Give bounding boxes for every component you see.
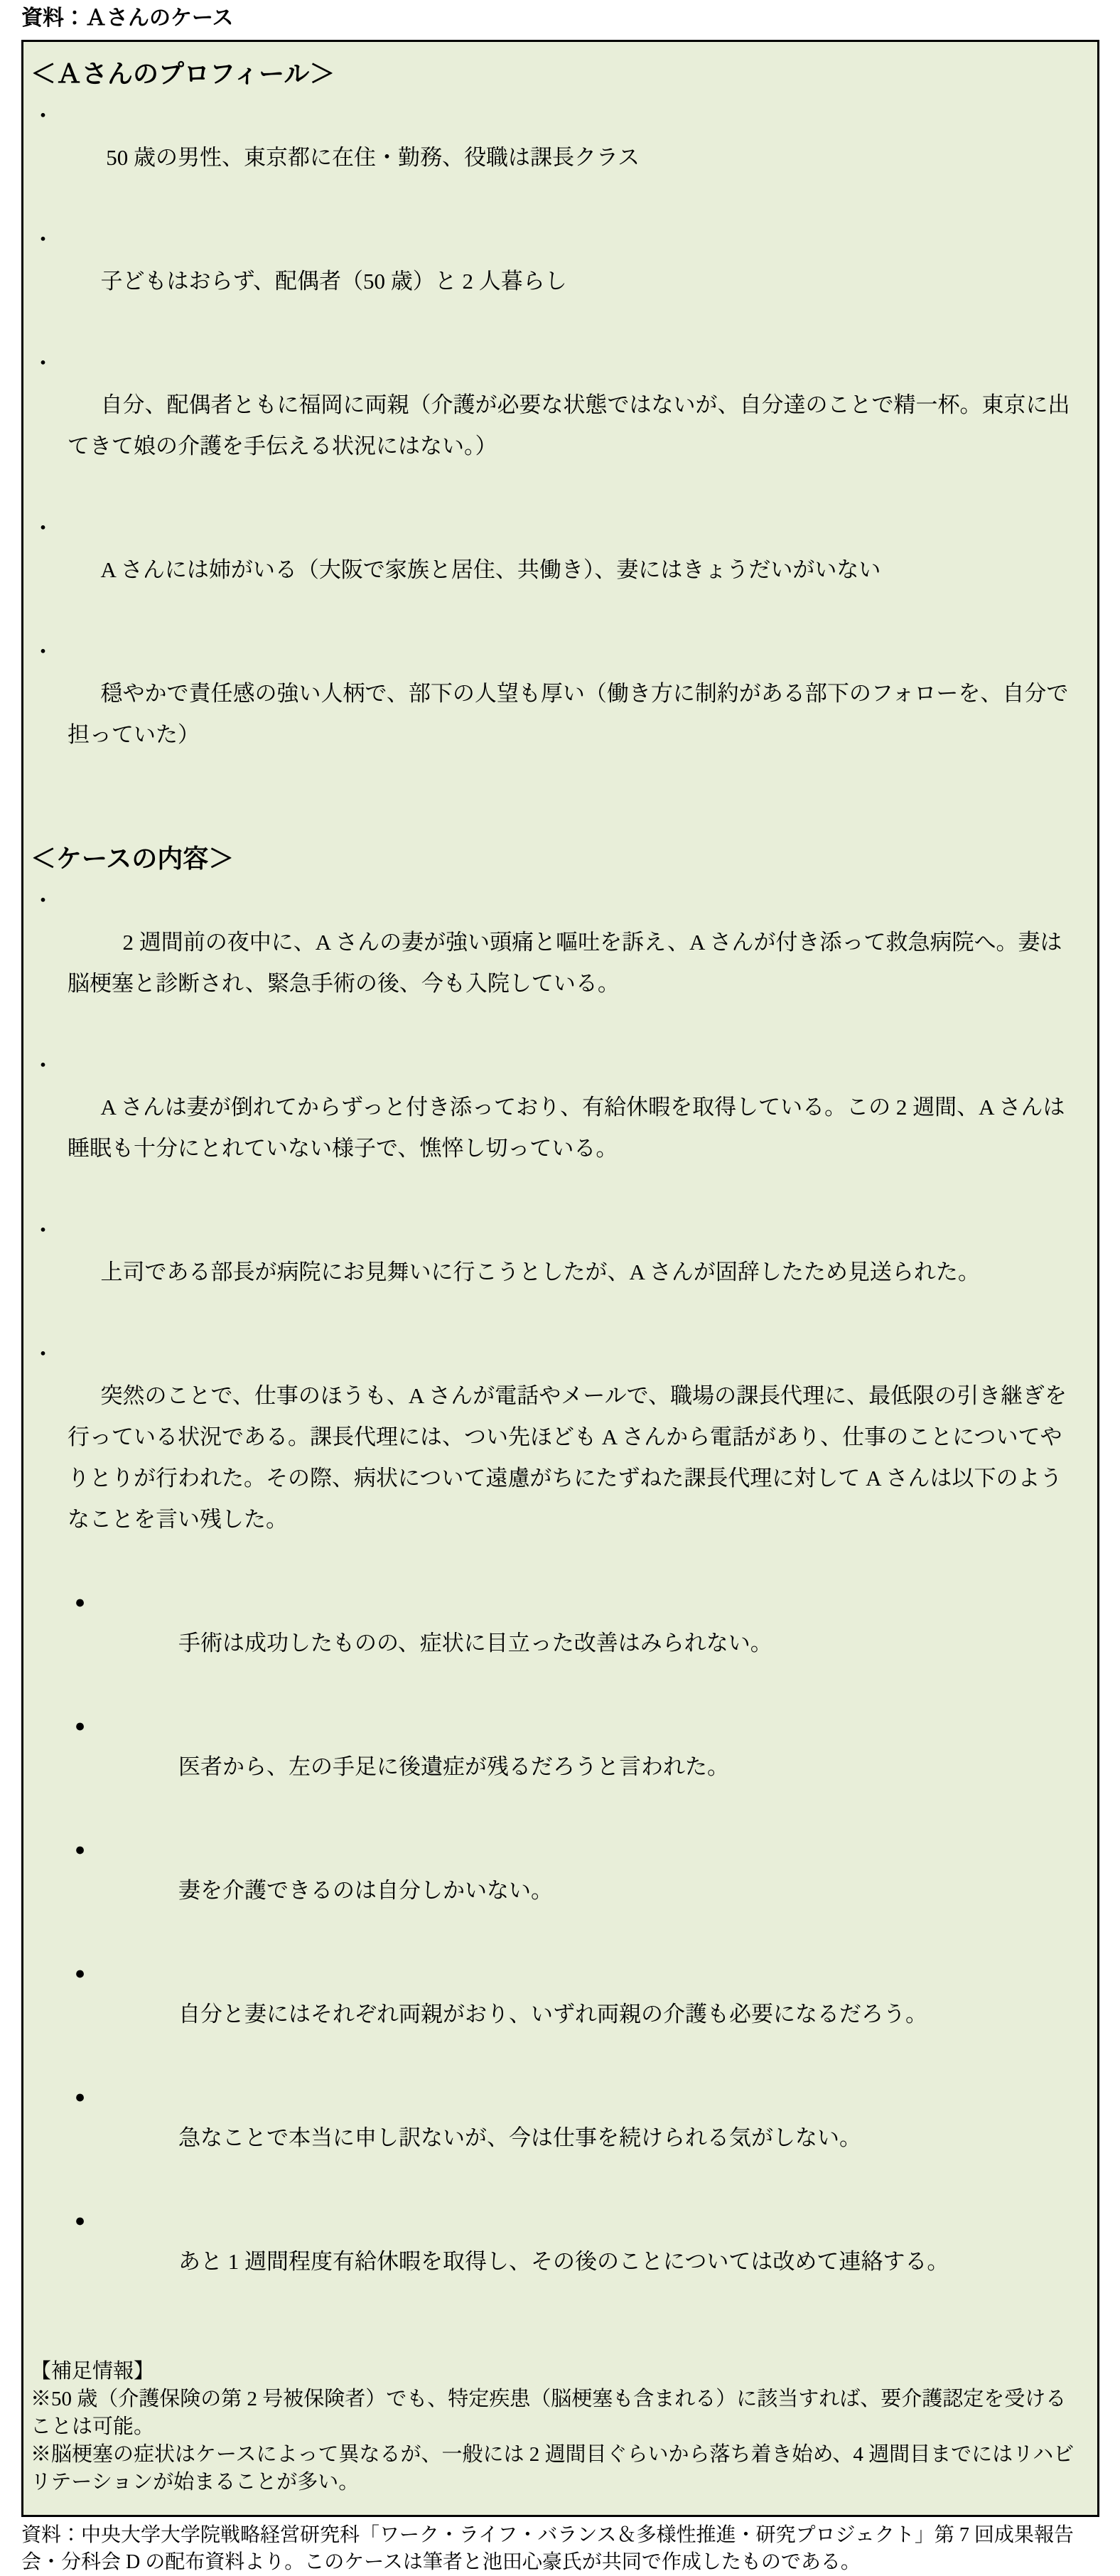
case-bullet-text: 突然のことで、仕事のほうも、A さんが電話やメールで、職場の課長代理に、最低限の引き継ぎを行っている状況である。課長代理には、つい先ほども A さんから電話があり、仕事のことについてやりとりが行われた。その際、病状について遠慮がちにたずねた課長代理に対して A さんは以下のようなことを言い残した。 [68,1383,1067,1532]
case-bullet-text: 上司である部長が病院にお見舞いに行こうとしたが、A さんが固辞したため見送られた。 [100,1260,980,1284]
statement-text: 急なことで本当に申し訳ないが、今は仕事を続けられる気がしない。 [178,2125,861,2150]
profile-bullet [31,220,1080,343]
statement-text: あと 1 週間程度有給休暇を取得し、その後のことについては改めて連絡する。 [178,2249,949,2274]
circle-bullet-icon: ● [75,1964,86,1983]
statement-text: 自分と妻にはそれぞれ両親がおり、いずれ両親の介護も必要になるだろう。 [178,2002,927,2027]
case-heading: ＜ケースの内容＞ [31,844,235,873]
statement-text: 妻を介護できるのは自分しかいない。 [178,1878,553,1903]
profile-bullet-text: 穏やかで責任感の強い人柄で、部下の人望も厚い（働き方に制約がある部下のフォローを、自分で担っていた） [68,681,1069,747]
case-bullet [31,1334,1080,1582]
supplement-section [31,2358,1080,2496]
supplement-note: ※脳梗塞の症状はケースによって異なるが、一般には 2 週間目ぐらいから落ち着き始め、4 週間目までにはリハビリテーションが始まることが多い。 [31,2443,1075,2494]
circle-bullet-icon: ● [75,2088,86,2107]
case-section [31,837,1080,2324]
profile-bullet [31,96,1080,220]
statement-item [75,2200,1080,2324]
statement-list [31,1582,1080,2324]
circle-bullet-icon: ● [75,1717,86,1736]
statement-item [75,1582,1080,1705]
profile-bullet-text: 自分、配偶者ともに福岡に両親（介護が必要な状態ではないが、自分達のことで精一杯。東京に出てきて娘の介護を手伝える状況にはない。） [68,392,1070,458]
dot-bullet-icon: ・ [32,227,54,252]
dot-bullet-icon: ・ [32,889,54,913]
dot-bullet-icon: ・ [32,640,54,665]
dot-bullet-icon: ・ [32,351,54,376]
dot-bullet-icon: ・ [32,1342,54,1367]
supplement-heading: 【補足情報】 [31,2360,155,2383]
dot-bullet-icon: ・ [32,516,54,541]
statement-text: 医者から、左の手足に後遺症が残るだろうと言われた。 [178,1754,729,1779]
dot-bullet-icon: ・ [32,1053,54,1078]
statement-text: 手術は成功したものの、症状に目立った改善はみられない。 [178,1631,772,1655]
profile-section [31,52,1080,797]
profile-bullet [31,632,1080,797]
case-bullet [31,1211,1080,1334]
profile-heading: ＜Ａさんのプロフィール＞ [31,59,335,88]
statement-item [75,1705,1080,1829]
statement-item [75,1829,1080,1953]
profile-bullet-text: 50 歳の男性、東京都に在住・勤務、役職は課長クラス [100,145,640,170]
source-note: 資料：中央大学大学院戦略経営研究科「ワーク・ライフ・バランス＆多様性推進・研究プロジェクト」第 7 回成果報告会・分科会 D の配布資料より。このケースは筆者と池田心豪氏が共同で作成したものである。 [21,2524,1074,2573]
case-bullet-text: 2 週間前の夜中に、A さんの妻が強い頭痛と嘔吐を訴え、A さんが付き添って救急病院へ。妻は脳梗塞と診断され、緊急手術の後、今も入院している。 [68,930,1062,996]
case-bullet [31,1046,1080,1211]
profile-bullet [31,508,1080,632]
profile-bullet-text: A さんには姉がいる（大阪で家族と居住、共働き）、妻にはきょうだいがいない [100,557,881,582]
statement-item [75,2076,1080,2200]
document-title: 資料：Ａさんのケース [21,6,234,30]
circle-bullet-icon: ● [75,1593,86,1612]
supplement-note: ※50 歳（介護保険の第 2 号被保険者）でも、特定疾患（脳梗塞も含まれる）に該当すれば、要介護認定を受けることは可能。 [31,2388,1067,2438]
dot-bullet-icon: ・ [32,104,54,129]
circle-bullet-icon: ● [75,2211,86,2231]
dot-bullet-icon: ・ [32,1218,54,1243]
profile-bullet [31,343,1080,508]
circle-bullet-icon: ● [75,1840,86,1859]
case-bullet [31,881,1080,1046]
profile-bullet-text: 子どもはおらず、配偶者（50 歳）と 2 人暮らし [100,269,567,294]
case-box [21,40,1099,2517]
case-bullet-text: A さんは妻が倒れてからずっと付き添っており、有給休暇を取得している。この 2 週間、A さんは睡眠も十分にとれていない様子で、憔悴し切っている。 [68,1095,1065,1161]
statement-item [75,1953,1080,2076]
